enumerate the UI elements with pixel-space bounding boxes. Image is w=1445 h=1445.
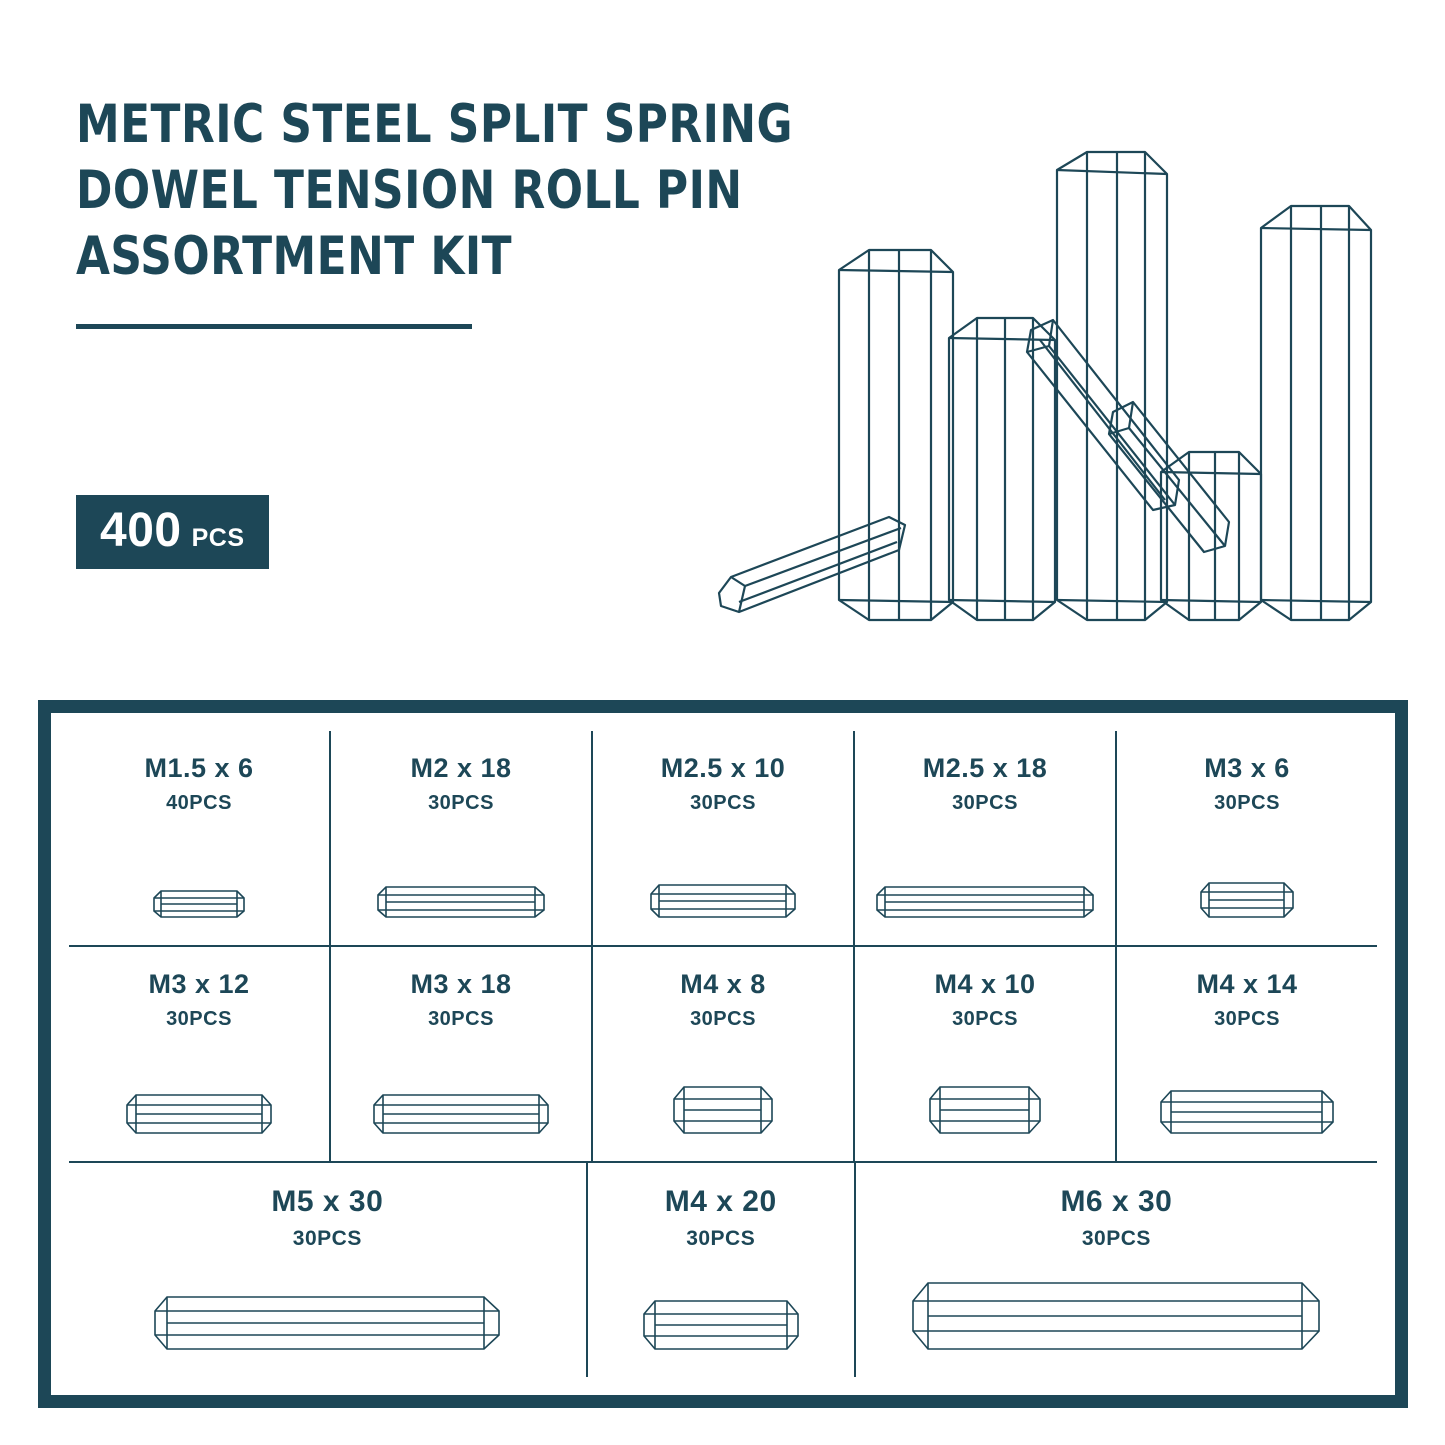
item-cell-m4x14 [1115, 947, 1377, 1161]
item-label: M3 x 6 [1204, 753, 1290, 783]
pin-illustration [1117, 881, 1377, 919]
table-row [69, 945, 1377, 1161]
pin-standing-3 [1057, 152, 1167, 620]
pin-standing-1 [839, 250, 953, 620]
item-cell-m4x10 [853, 947, 1115, 1161]
pin-diagonal-center [1027, 320, 1179, 510]
item-label: M2.5 x 18 [922, 753, 1048, 783]
pin-illustration [69, 1295, 586, 1351]
item-label: M1.5 x 6 [144, 753, 254, 783]
item-quantity: 30PCS [428, 792, 494, 814]
item-cell-m1-5x6 [69, 731, 329, 945]
title-line-3: ASSORTMENT KIT [76, 226, 512, 287]
pin-standing-2 [949, 318, 1055, 620]
pin-illustration [593, 1085, 853, 1135]
item-cell-m5x30 [69, 1163, 586, 1377]
item-cell-m3x18 [329, 947, 591, 1161]
item-quantity: 30PCS [952, 1008, 1018, 1030]
title-divider [76, 324, 472, 329]
pin-illustration [856, 1281, 1377, 1351]
title-line-1: METRIC STEEL SPLIT SPRING [76, 94, 794, 155]
item-quantity: 30PCS [1214, 792, 1280, 814]
pin-standing-5 [1261, 206, 1371, 620]
item-label: M6 x 30 [1060, 1185, 1173, 1218]
table-row [69, 1161, 1377, 1377]
pin-illustration [331, 885, 591, 919]
item-cell-m3x6 [1115, 731, 1377, 945]
item-cell-m4x8 [591, 947, 853, 1161]
item-cell-m2-5x10 [591, 731, 853, 945]
item-quantity: 30PCS [428, 1008, 494, 1030]
item-cell-m3x12 [69, 947, 329, 1161]
item-cell-m2-5x18 [853, 731, 1115, 945]
pin-illustration [69, 889, 329, 919]
pin-illustration [855, 1085, 1115, 1135]
item-quantity: 30PCS [1214, 1008, 1280, 1030]
item-label: M2 x 18 [410, 753, 512, 783]
item-quantity: 30PCS [690, 1008, 756, 1030]
item-quantity: 30PCS [166, 1008, 232, 1030]
item-quantity: 30PCS [952, 792, 1018, 814]
item-label: M4 x 14 [1196, 969, 1298, 999]
item-label: M4 x 8 [680, 969, 766, 999]
item-cell-m4x20 [586, 1163, 854, 1377]
piece-count-unit: PCS [191, 524, 245, 552]
item-label: M4 x 20 [664, 1185, 777, 1218]
pin-illustration [331, 1093, 591, 1135]
item-quantity: 30PCS [292, 1227, 362, 1250]
item-label: M3 x 12 [148, 969, 250, 999]
item-quantity: 30PCS [690, 792, 756, 814]
item-label: M2.5 x 10 [660, 753, 786, 783]
pin-diagonal-left [719, 517, 905, 612]
roll-pin-cluster-illustration [709, 150, 1409, 670]
pin-illustration [855, 885, 1115, 919]
piece-count-number: 400 [100, 504, 182, 557]
piece-count-badge [76, 495, 269, 569]
pin-illustration [69, 1093, 329, 1135]
pin-illustration [588, 1299, 854, 1351]
item-label: M4 x 10 [934, 969, 1036, 999]
pin-illustration [1117, 1089, 1377, 1135]
contents-table [38, 700, 1408, 1408]
item-quantity: 30PCS [1081, 1227, 1151, 1250]
item-cell-m6x30 [854, 1163, 1377, 1377]
table-row [69, 731, 1377, 945]
title-line-2: DOWEL TENSION ROLL PIN [76, 160, 743, 221]
contents-grid [69, 731, 1377, 1377]
pin-illustration [593, 883, 853, 919]
item-quantity: 40PCS [166, 792, 232, 814]
item-label: M3 x 18 [410, 969, 512, 999]
item-cell-m2x18 [329, 731, 591, 945]
item-quantity: 30PCS [686, 1227, 756, 1250]
item-label: M5 x 30 [271, 1185, 384, 1218]
